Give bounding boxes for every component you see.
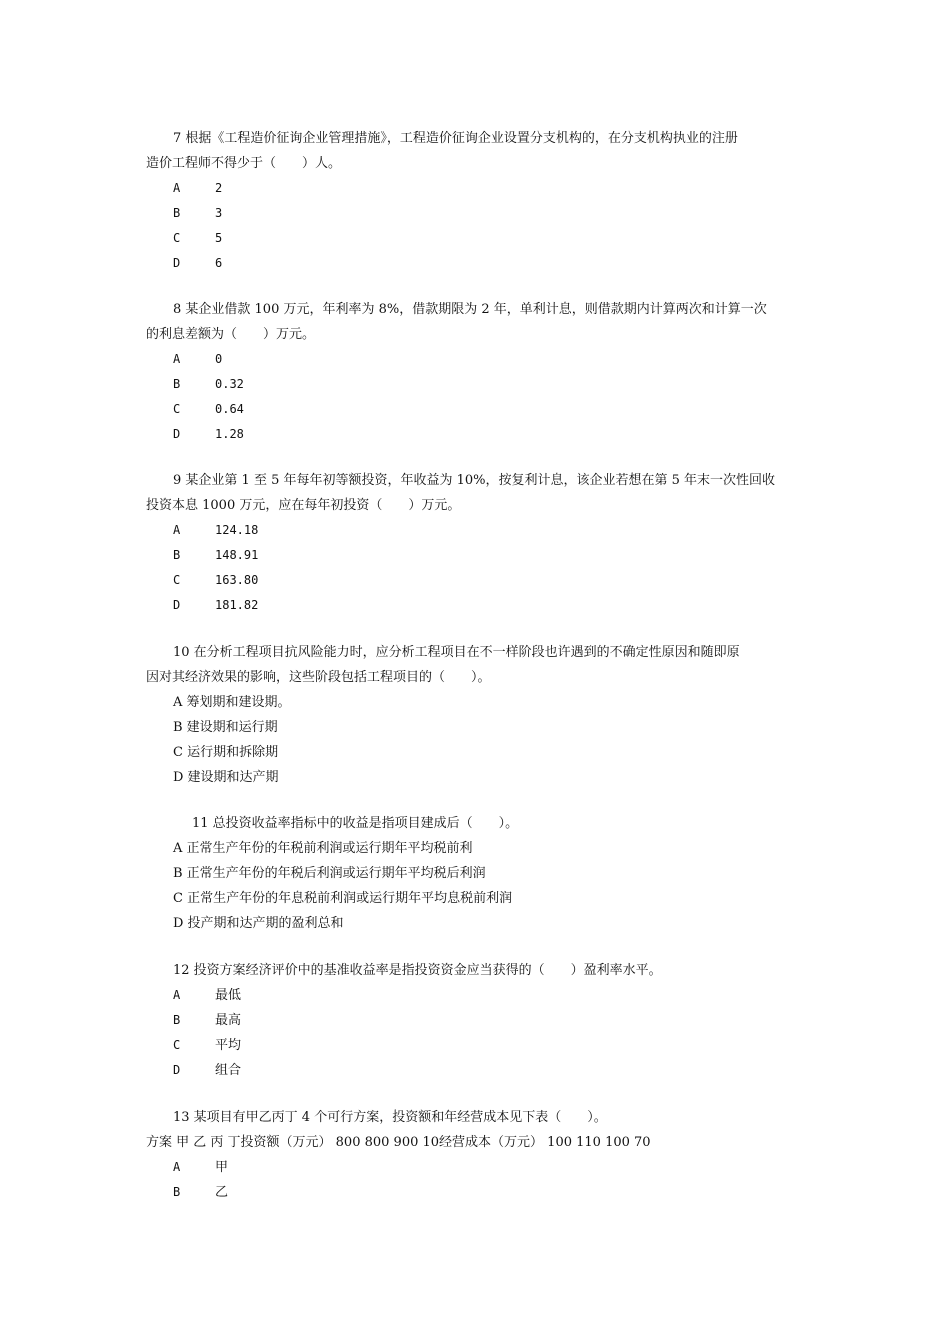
option-letter: A: [173, 352, 181, 366]
option-letter: D: [173, 598, 181, 612]
option-d[interactable]: [146, 1058, 814, 1083]
option-b[interactable]: [146, 543, 814, 568]
option-a[interactable]: [146, 1155, 814, 1180]
question-8: [146, 297, 814, 447]
option-d[interactable]: D 建设期和达产期: [173, 770, 279, 785]
option-b[interactable]: B 建设期和运行期: [173, 720, 278, 735]
option-value: 甲: [215, 1160, 229, 1175]
option-letter: B: [173, 1013, 181, 1027]
option-letter: C: [173, 231, 181, 245]
option-letter: D: [173, 427, 181, 441]
question-stem-line: 7 根据《工程造价征询企业管理措施》，工程造价征询企业设置分支机构的，在分支机构执业的注册: [173, 131, 738, 146]
option-b[interactable]: [146, 201, 814, 226]
option-value: 0.32: [215, 377, 244, 391]
question-11: [146, 811, 814, 936]
question-stem: [146, 468, 814, 493]
option-a[interactable]: [146, 983, 814, 1008]
question-stem-line: 8 某企业借款 100 万元，年利率为 8%，借款期限为 2 年，单利计息，则借款期内计算两次和计算一次: [173, 302, 767, 317]
option-letter: D: [173, 256, 181, 270]
option-a[interactable]: [146, 176, 814, 201]
question-stem: [146, 297, 814, 322]
question-10: [146, 640, 814, 790]
question-stem: 12 投资方案经济评价中的基准收益率是指投资资金应当获得的（ ）盈利率水平。: [173, 963, 662, 978]
question-stem: 13 某项目有甲乙丙丁 4 个可行方案，投资额和年经营成本见下表（ ）。: [173, 1110, 607, 1125]
option-a[interactable]: A 正常生产年份的年税前利润或运行期年平均税前利: [173, 841, 473, 856]
option-value: 最高: [215, 1013, 242, 1028]
option-value: 5: [215, 231, 223, 245]
option-a[interactable]: A 筹划期和建设期。: [173, 695, 291, 710]
option-c[interactable]: [146, 226, 814, 251]
question-stem: [146, 640, 814, 665]
question-12: [146, 958, 814, 1083]
option-b[interactable]: [146, 1008, 814, 1033]
question-stem: [146, 126, 814, 151]
option-value: 3: [215, 206, 223, 220]
option-letter: C: [173, 402, 181, 416]
option-value: 组合: [215, 1063, 242, 1078]
option-letter: B: [173, 377, 181, 391]
option-letter: C: [173, 1038, 181, 1052]
question-stem-cont: [146, 665, 814, 690]
option-value: 163.80: [215, 573, 259, 587]
option-letter: A: [173, 523, 181, 537]
option-value: 124.18: [215, 523, 259, 537]
question-stem-cont: [146, 493, 814, 518]
option-a[interactable]: [146, 518, 814, 543]
option-letter: B: [173, 548, 181, 562]
option-value: 2: [215, 181, 223, 195]
question-stem-cont: [146, 322, 814, 347]
option-c[interactable]: C 运行期和拆除期: [173, 745, 279, 760]
option-letter: A: [173, 1160, 181, 1174]
question-stem-line: 9 某企业第 1 至 5 年每年初等额投资，年收益为 10%，按复利计息，该企业若想在第 5 年末一次性回收: [173, 473, 776, 488]
option-letter: D: [173, 1063, 181, 1077]
option-value: 乙: [215, 1185, 229, 1200]
option-b[interactable]: B 正常生产年份的年税后利润或运行期年平均税后利润: [173, 866, 486, 881]
question-stem-cont: [146, 151, 814, 176]
option-letter: A: [173, 988, 181, 1002]
option-d[interactable]: [146, 422, 814, 447]
option-c[interactable]: [146, 568, 814, 593]
option-b[interactable]: [146, 1180, 814, 1205]
option-d[interactable]: D 投产期和达产期的盈利总和: [173, 916, 344, 931]
option-letter: C: [173, 573, 181, 587]
question-stem-line: 造价工程师不得少于（ ）人。: [146, 156, 342, 171]
option-b[interactable]: [146, 372, 814, 397]
option-value: 148.91: [215, 548, 259, 562]
option-value: 0.64: [215, 402, 244, 416]
question-stem-line: 因对其经济效果的影响，这些阶段包括工程项目的（ ）。: [146, 670, 491, 685]
option-c[interactable]: [146, 1033, 814, 1058]
question-stem-line: 的利息差额为（ ）万元。: [146, 327, 316, 342]
option-value: 6: [215, 256, 223, 270]
option-c[interactable]: C 正常生产年份的年息税前利润或运行期年平均息税前利润: [173, 891, 513, 906]
option-letter: B: [173, 1185, 181, 1199]
option-value: 1.28: [215, 427, 244, 441]
option-d[interactable]: [146, 251, 814, 276]
option-a[interactable]: [146, 347, 814, 372]
option-value: 0: [215, 352, 223, 366]
option-value: 平均: [215, 1038, 242, 1053]
question-stem-line: 投资本息 1000 万元，应在每年初投资（ ）万元。: [146, 498, 461, 513]
question-7: [146, 126, 814, 276]
question-stem-line: 10 在分析工程项目抗风险能力时，应分析工程项目在不一样阶段也许遇到的不确定性原因和随即原: [173, 645, 740, 660]
question-9: [146, 468, 814, 618]
option-letter: A: [173, 181, 181, 195]
inline-table-text: 方案 甲 乙 丙 丁投资额（万元） 800 800 900 10经营成本（万元） 100 110 100 70: [146, 1135, 651, 1150]
question-13: [146, 1105, 814, 1205]
option-value: 最低: [215, 988, 242, 1003]
option-c[interactable]: [146, 397, 814, 422]
question-stem: 11 总投资收益率指标中的收益是指项目建成后（ ）。: [192, 816, 519, 831]
option-value: 181.82: [215, 598, 259, 612]
option-d[interactable]: [146, 593, 814, 618]
option-letter: B: [173, 206, 181, 220]
